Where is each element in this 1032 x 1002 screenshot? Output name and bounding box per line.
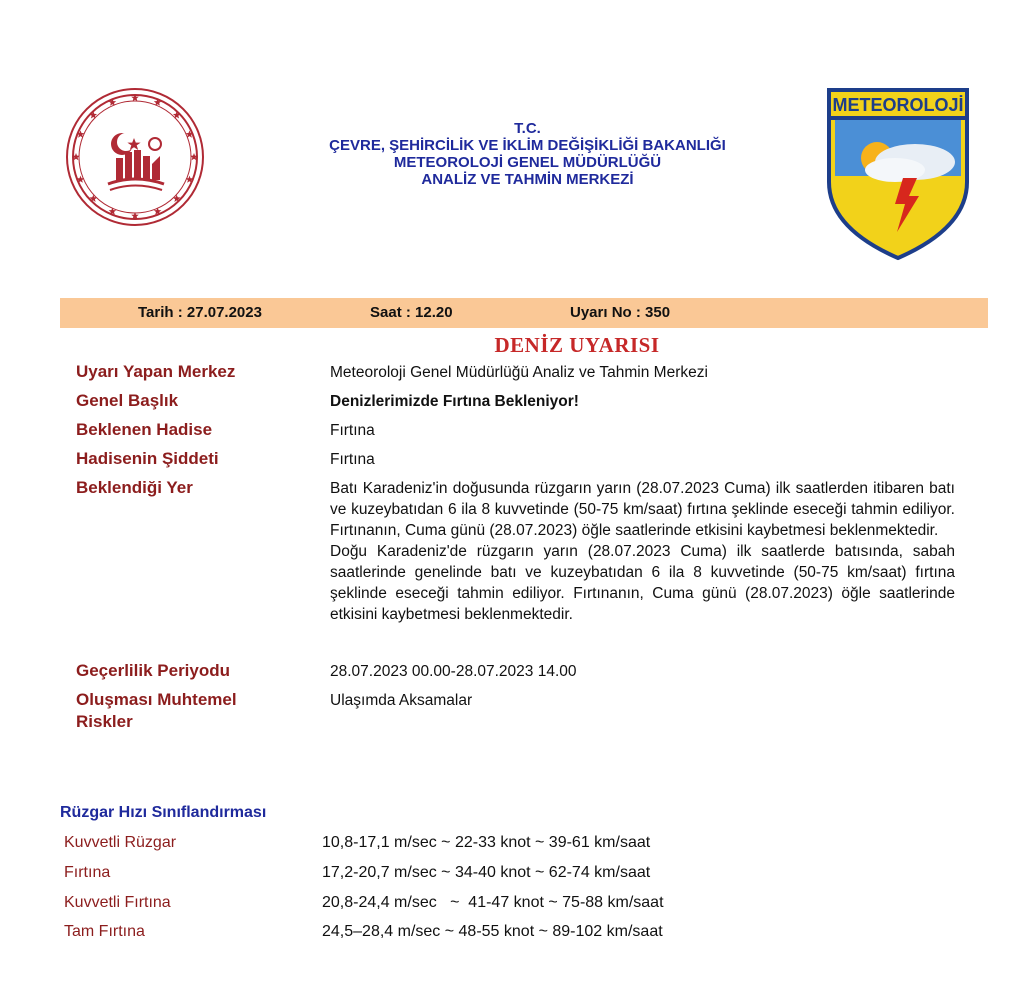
value-event-severity: Fırtına [330, 451, 375, 468]
wind-class-range: 20,8-24,4 m/sec ~ 41-47 knot ~ 75-88 km/saat [322, 894, 664, 911]
info-bar [60, 298, 988, 328]
wind-class-name: Fırtına [64, 864, 111, 881]
wind-class-range: 10,8-17,1 m/sec ~ 22-33 knot ~ 39-61 km/saat [322, 834, 651, 851]
header-directorate: METEOROLOJİ GENEL MÜDÜRLÜĞÜ [393, 154, 662, 171]
label-validity-period: Geçerlilik Periyodu [76, 661, 231, 680]
warning-date: Tarih : 27.07.2023 [138, 304, 262, 321]
header-ministry: ÇEVRE, ŞEHİRCİLİK VE İKLİM DEĞİŞİKLİĞİ BAKANLIĞI [329, 137, 726, 154]
wind-classification-title: Rüzgar Hızı Sınıflandırması [60, 804, 267, 821]
ministry-emblem-logo [64, 86, 206, 228]
label-possible-risks [76, 689, 306, 733]
label-expected-event: Beklenen Hadise [76, 420, 213, 439]
header-tc: T.C. [514, 120, 541, 137]
wind-class-range: 17,2-20,7 m/sec ~ 34-40 knot ~ 62-74 km/saat [322, 864, 651, 881]
warning-time: Saat : 12.20 [370, 304, 453, 321]
value-validity-period: 28.07.2023 00.00-28.07.2023 14.00 [330, 663, 577, 680]
wind-class-name: Kuvvetli Rüzgar [64, 834, 177, 851]
label-issuing-center: Uyarı Yapan Merkez [76, 362, 236, 381]
label-general-title: Genel Başlık [76, 391, 179, 410]
header-center: ANALİZ VE TAHMİN MERKEZİ [421, 171, 634, 188]
warning-number: Uyarı No : 350 [570, 304, 671, 321]
warning-title: DENİZ UYARISI [494, 333, 660, 357]
wind-class-name: Tam Fırtına [64, 923, 145, 940]
header-titles [260, 120, 795, 188]
label-event-severity: Hadisenin Şiddeti [76, 449, 219, 468]
value-possible-risks: Ulaşımda Aksamalar [330, 692, 473, 709]
value-expected-location [330, 478, 955, 625]
wind-class-name: Kuvvetli Fırtına [64, 894, 171, 911]
location-paragraph-east: Doğu Karadeniz'de rüzgarın yarın (28.07.2023 Cuma) ilk saatlerde batısında, sabah saatlerinde genelinde batı ve kuzeybatıdan 6 ila 8 kuvvetinde (50-75 km/saat) fırtına şeklinde eseceği tahmin ediliyor. Fırtınanın, Cuma günü (28.07.2023) öğle saatlerinde etkisini kaybetmesi beklenmektedir. [330, 543, 955, 623]
value-issuing-center: Meteoroloji Genel Müdürlüğü Analiz ve Tahmin Merkezi [330, 364, 708, 381]
label-possible-risks-line1: Oluşması Muhtemel [76, 690, 237, 709]
meteoroloji-logo-text: METEOROLOJİ [832, 95, 964, 115]
meteoroloji-shield-logo [825, 86, 971, 262]
wind-class-range: 24,5–28,4 m/sec ~ 48-55 knot ~ 89-102 km/saat [322, 923, 663, 940]
value-expected-event: Fırtına [330, 422, 375, 439]
value-general-title: Denizlerimizde Fırtına Bekleniyor! [330, 393, 579, 410]
label-possible-risks-line2: Riskler [76, 712, 133, 731]
label-expected-location: Beklendiği Yer [76, 478, 193, 497]
location-paragraph-west: Batı Karadeniz'in doğusunda rüzgarın yarın (28.07.2023 Cuma) ilk saatlerden itibaren batı ve kuzeybatıdan 6 ila 8 kuvvetinde (50-75 km/saat) fırtına şeklinde eseceği tahmin ediliyor. Fırtınanın, Cuma günü (28.07.2023) öğle saatlerinde etkisini kaybetmesi beklenmektedir. [330, 480, 955, 539]
